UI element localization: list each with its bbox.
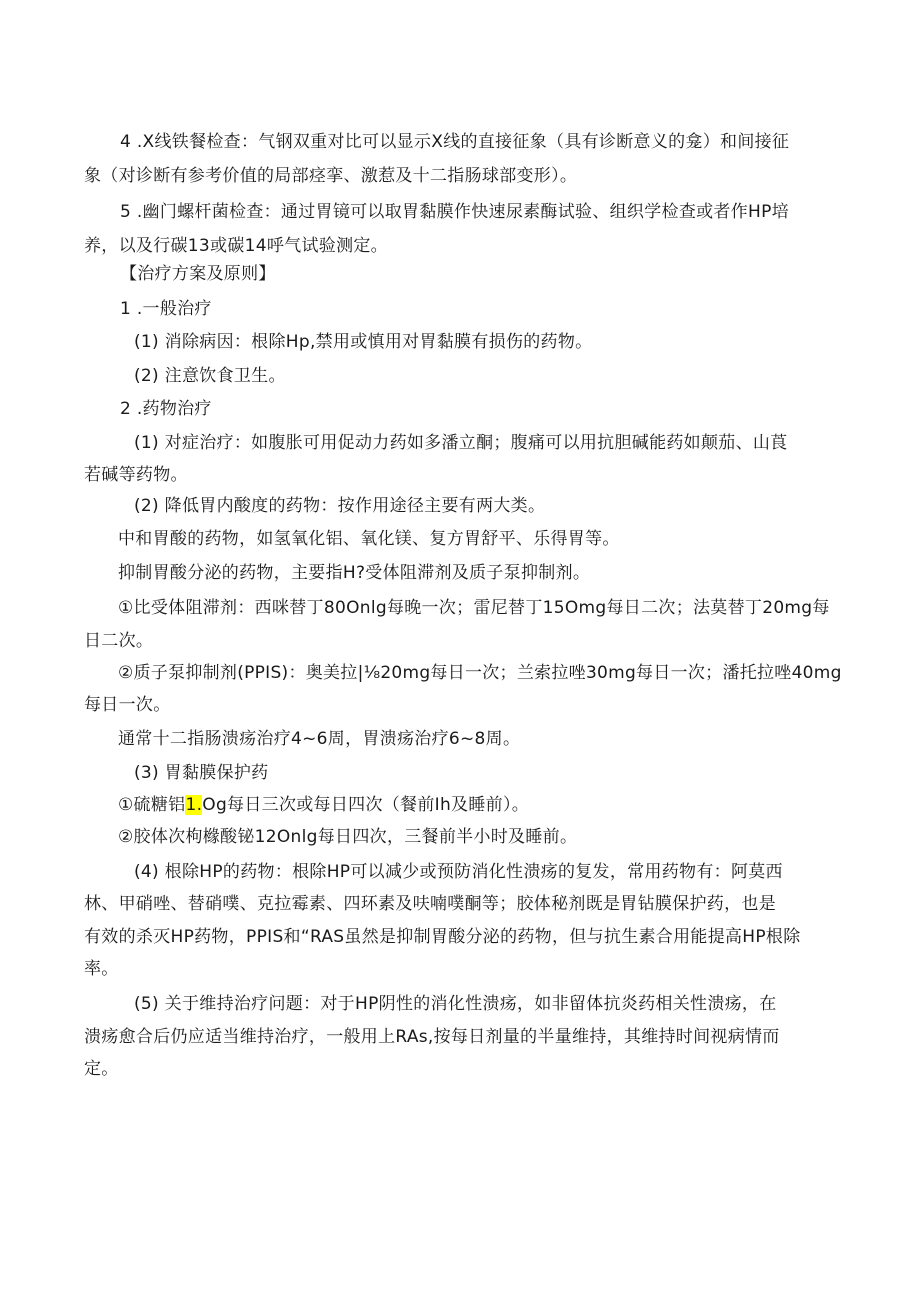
text-line: ②胶体次枸橼酸铋12Onlg每日四次，三餐前半小时及睡前。	[118, 827, 578, 847]
text-line	[118, 794, 529, 816]
text-line: ②质子泵抑制剂(PPIS)：奥美拉|⅛20mg每日一次；兰索拉唑30mg每日一次；潘托拉唑40mg	[118, 663, 842, 683]
text-line: 抑制胃酸分泌的药物，主要指H?受体阻滞剂及质子泵抑制剂。	[118, 563, 591, 583]
numbered-heading: 2 .药物治疗	[120, 399, 212, 419]
highlighted-text: 1.	[185, 795, 203, 815]
text-line: 养，以及行碳13或碳14呼气试验测定。	[84, 236, 388, 256]
text-segment: ①硫糖铝	[118, 795, 186, 815]
text-line: (5) 关于维持治疗问题：对于HP阴性的消化性溃疡，如非留体抗炎药相关性溃疡，在	[134, 994, 777, 1014]
text-line: 定。	[84, 1059, 119, 1079]
text-line: 每日一次。	[84, 695, 171, 715]
text-segment: Og每日三次或每日四次（餐前Ih及睡前）。	[202, 795, 530, 815]
numbered-heading: 1 .一般治疗	[120, 299, 212, 319]
text-line: 5 .幽门螺杆菌检查：通过胃镜可以取胃黏膜作快速尿素酶试验、组织学检查或者作HP培	[120, 202, 789, 222]
text-line: ①比受体阻滞剂：西咪替丁80Onlg每晚一次；雷尼替丁15Omg每日二次；法莫替丁20mg每	[118, 598, 830, 618]
text-line: 中和胃酸的药物，如氢氧化铝、氧化镁、复方胃舒平、乐得胃等。	[118, 529, 620, 549]
text-line: 率。	[84, 959, 119, 979]
text-line: 4 .X线铁餐检查：气钢双重对比可以显示X线的直接征象（具有诊断意义的龛）和间接征	[120, 132, 790, 152]
text-line: 溃疡愈合后仍应适当维持治疗，一般用上RAs,按每日剂量的半量维持，其维持时间视病情而	[84, 1027, 780, 1047]
text-line: 若碱等药物。	[84, 465, 188, 485]
text-line: 有效的杀灭HP药物，PPIS和“RAS虽然是抑制胃酸分泌的药物，但与抗生素合用能提高HP根除	[84, 927, 801, 947]
text-line: 日二次。	[84, 631, 154, 651]
text-line: (3) 胃黏膜保护药	[134, 763, 269, 783]
text-line: (2) 降低胃内酸度的药物：按作用途径主要有两大类。	[134, 496, 546, 516]
text-line: 通常十二指肠溃疡治疗4~6周，胃溃疡治疗6~8周。	[118, 729, 521, 749]
text-line: (4) 根除HP的药物：根除HP可以减少或预防消化性溃疡的复发，常用药物有：阿莫西	[134, 862, 783, 882]
section-heading: 【治疗方案及原则】	[120, 264, 276, 284]
text-line: 林、甲硝唑、替硝噗、克拉霉素、四环素及呋喃噗酮等；胶体秘剂既是胃钻膜保护药，也是	[84, 894, 776, 914]
text-line: (2) 注意饮食卫生。	[134, 366, 286, 386]
text-line: 象（对诊断有参考价值的局部痉挛、激惹及十二指肠球部变形）。	[84, 166, 578, 186]
text-line: (1) 对症治疗：如腹胀可用促动力药如多潘立酮；腹痛可以用抗胆碱能药如颠茄、山莨	[134, 433, 788, 453]
text-line: (1) 消除病因：根除Hp,禁用或慎用对胃黏膜有损伤的药物。	[134, 332, 593, 352]
